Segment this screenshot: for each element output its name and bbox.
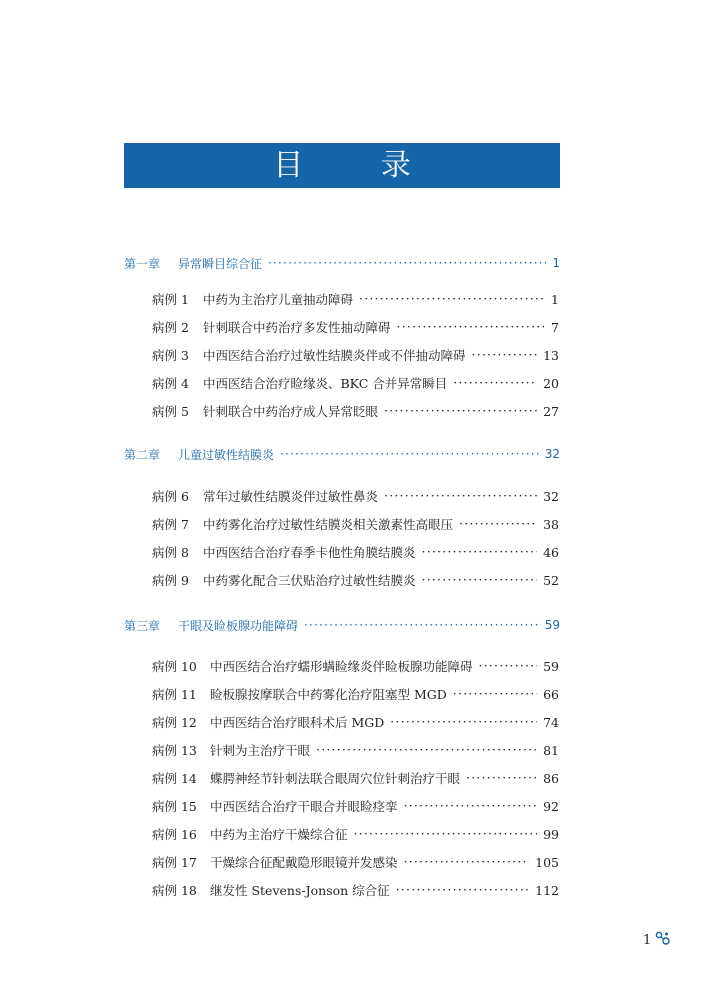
case-title: 睑板腺按摩联合中药雾化治疗阻塞型 MGD (210, 687, 447, 702)
case-page: 74 (543, 714, 559, 730)
case-number: 病例 4 (152, 376, 189, 391)
case-page: 105 (535, 854, 559, 870)
leader-dots (359, 288, 545, 310)
case-title: 中西医结合治疗春季卡他性角膜结膜炎 (203, 545, 416, 560)
case-entry[interactable] (152, 879, 559, 901)
leader-dots (479, 655, 538, 677)
leader-dots (466, 767, 537, 789)
case-number: 病例 6 (152, 489, 189, 504)
chapter-entry[interactable] (124, 252, 560, 274)
case-page: 7 (551, 319, 559, 335)
leader-dots (453, 683, 537, 705)
chapter-title: 异常瞬目综合征 (178, 256, 263, 271)
case-page: 20 (543, 375, 559, 391)
case-entry[interactable] (152, 683, 559, 705)
case-title: 中药雾化配合三伏贴治疗过敏性结膜炎 (203, 573, 416, 588)
chapter-page: 59 (544, 618, 560, 632)
case-entry[interactable] (152, 316, 559, 338)
case-number: 病例 14 (152, 771, 197, 786)
leader-dots (384, 400, 537, 422)
chapter-number: 第一章 (124, 256, 161, 271)
case-number: 病例 3 (152, 348, 189, 363)
case-title: 中西医结合治疗蠕形螨睑缘炎伴睑板腺功能障碍 (210, 659, 473, 674)
page-number: 1 (643, 932, 652, 948)
leader-dots (268, 252, 546, 274)
chapter-entry[interactable] (124, 614, 560, 636)
case-entry[interactable] (152, 795, 559, 817)
chapter-title: 干眼及睑板腺功能障碍 (178, 618, 299, 633)
page-footer (643, 930, 671, 950)
case-number: 病例 11 (152, 687, 197, 702)
leader-dots (390, 711, 537, 733)
case-entry[interactable] (152, 513, 559, 535)
leader-dots (472, 344, 538, 366)
leader-dots (354, 823, 538, 845)
leader-dots (396, 879, 529, 901)
chapter-number: 第三章 (124, 618, 161, 633)
case-title: 中药为主治疗干燥综合征 (210, 827, 348, 842)
case-number: 病例 8 (152, 545, 189, 560)
leader-dots (384, 485, 537, 507)
case-title: 干燥综合征配戴隐形眼镜并发感染 (210, 855, 398, 870)
case-page: 13 (543, 347, 559, 363)
case-entry[interactable] (152, 851, 559, 873)
case-number: 病例 2 (152, 320, 189, 335)
case-number: 病例 13 (152, 743, 197, 758)
chapter-entry[interactable] (124, 443, 560, 465)
case-number: 病例 12 (152, 715, 197, 730)
case-number: 病例 1 (152, 292, 189, 307)
case-number: 病例 10 (152, 659, 197, 674)
leader-dots (404, 795, 538, 817)
case-page: 81 (543, 742, 559, 758)
case-entry[interactable] (152, 655, 559, 677)
case-title: 针刺为主治疗干眼 (210, 743, 311, 758)
case-number: 病例 15 (152, 799, 197, 814)
case-title: 针刺联合中药治疗成人异常眨眼 (203, 404, 379, 419)
case-number: 病例 5 (152, 404, 189, 419)
case-entry[interactable] (152, 711, 559, 733)
case-entry[interactable] (152, 400, 559, 422)
leader-dots (422, 569, 538, 591)
chapter-page: 32 (544, 447, 560, 461)
case-number: 病例 17 (152, 855, 197, 870)
leader-dots (404, 851, 530, 873)
case-title: 中西医结合治疗干眼合并眼睑痉挛 (210, 799, 398, 814)
case-page: 46 (543, 544, 559, 560)
case-entry[interactable] (152, 288, 559, 310)
case-page: 1 (551, 291, 559, 307)
case-entry[interactable] (152, 823, 559, 845)
case-page: 99 (543, 826, 559, 842)
case-page: 52 (543, 572, 559, 588)
leader-dots (422, 541, 538, 563)
case-entry[interactable] (152, 485, 559, 507)
case-title: 蝶腭神经节针刺法联合眼周穴位针刺治疗干眼 (210, 771, 461, 786)
case-title: 中西医结合治疗睑缘炎、BKC 合并异常瞬目 (203, 376, 448, 391)
case-title: 针刺联合中药治疗多发性抽动障碍 (203, 320, 391, 335)
leader-dots (280, 443, 539, 465)
leader-dots (304, 614, 539, 636)
case-entry[interactable] (152, 372, 559, 394)
case-entry[interactable] (152, 344, 559, 366)
case-title: 中药为主治疗儿童抽动障碍 (203, 292, 354, 307)
case-title: 常年过敏性结膜炎伴过敏性鼻炎 (203, 489, 379, 504)
case-entry[interactable] (152, 767, 559, 789)
case-page: 86 (543, 770, 559, 786)
case-number: 病例 18 (152, 883, 197, 898)
leader-dots (397, 316, 546, 338)
case-title: 中药雾化治疗过敏性结膜炎相关激素性高眼压 (203, 517, 454, 532)
case-page: 32 (543, 488, 559, 504)
case-number: 病例 16 (152, 827, 197, 842)
toc-title-banner (124, 143, 560, 188)
case-page: 66 (543, 686, 559, 702)
case-number: 病例 7 (152, 517, 189, 532)
page-title: 目 录 (273, 148, 445, 183)
case-page: 27 (543, 403, 559, 419)
chapter-number: 第二章 (124, 447, 161, 462)
case-page: 38 (543, 516, 559, 532)
leader-dots (453, 372, 537, 394)
case-page: 92 (543, 798, 559, 814)
case-page: 59 (543, 658, 559, 674)
chapter-title: 儿童过敏性结膜炎 (178, 447, 275, 462)
case-page: 112 (535, 882, 559, 898)
case-title: 中西医结合治疗眼科术后 MGD (210, 715, 385, 730)
decorative-logo-icon (655, 930, 671, 950)
case-entry[interactable] (152, 541, 559, 563)
leader-dots (316, 739, 537, 761)
case-title: 中西医结合治疗过敏性结膜炎伴或不伴抽动障碍 (203, 348, 466, 363)
case-entry[interactable] (152, 739, 559, 761)
leader-dots (459, 513, 537, 535)
chapter-page: 1 (552, 256, 560, 270)
case-title: 继发性 Stevens-Jonson 综合征 (210, 883, 390, 898)
case-entry[interactable] (152, 569, 559, 591)
case-number: 病例 9 (152, 573, 189, 588)
